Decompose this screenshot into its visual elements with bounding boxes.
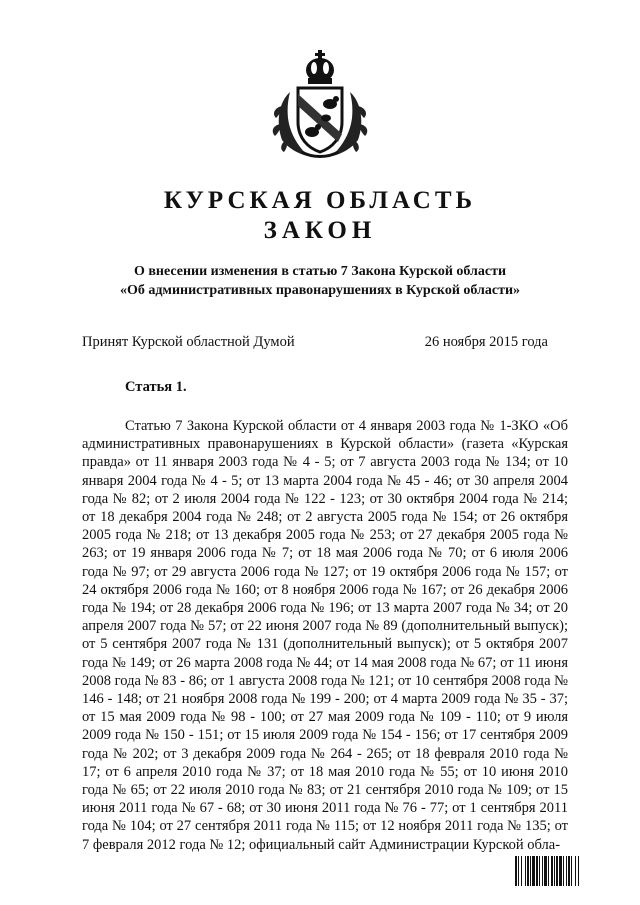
barcode-icon — [515, 856, 613, 886]
law-subject-line: О внесении изменения в статью 7 Закона Курской области — [133, 264, 507, 279]
article-body: Статью 7 Закона Курской области от 4 января 2003 года № 1-ЗКО «Об административных правонарушениях в Курской области» (газета «Курская правда» от 11 января 2003 года № 4 - 5; от 7 августа 2003 года № 134; от 10 января 2004 года № 4 - 5; от 13 марта 2004 года № 45 - 46; от 30 апреля 2004 года № 82; от 2 июля 2004 года № 122 - 123; от 30 октября 2004 года № 214; от 18 декабря 2004 года № 248; от 2 августа 2005 года № 154; от 26 октября 2005 года № 218; от 13 декабря 2005 года № 253; от 27 декабря 2005 года № 263; от 19 января 2006 года № 7; от 18 мая 2006 года № 70; от 6 июля 2006 года № 97; от 29 августа 2006 года № 127; от 19 октября 2006 года № 157; от 24 октября 2006 года № 160; от 8 ноября 2006 года № 167; от 26 декабря 2006 года № 194; от 28 декабря 2006 года № 196; от 13 марта 2007 года № 34; от 20 апреля 2007 года № 57; от 22 июня 2007 года № 89 (дополнительный выпуск); от 5 сентября 2007 года № 131 (дополнительный выпуск); от 5 октября 2007 года № 149; от 26 марта 2008 года № 44; от 14 мая 2008 года № 67; от 11 июня 2008 года № 83 - 86; от 1 августа 2008 года № 121; от 10 сентября 2008 года № 146 - 148; от 21 ноября 2008 года № 199 - 200; от 4 марта 2009 года № 35 - 37; от 15 мая 2009 года № 98 - 100; от 27 мая 2009 года № 109 - 110; от 9 июля 2009 года № 150 - 151; от 15 июля 2009 года № 154 - 156; от 17 сентября 2009 года № 202; от 3 декабря 2009 года № 264 - 265; от 18 февраля 2010 года № 17; от 6 апреля 2010 года № 37; от 18 мая 2010 года № 55; от 10 июня 2010 года № 65; от 22 июля 2010 года № 83; от 21 сентября 2010 года № 109; от 15 июня 2011 года № 67 - 68; от 30 июня 2011 года № 76 - 77; от 1 сентября 2011 года № 104; от 27 сентября 2011 года № 115; от 12 ноября 2011 года № 135; от 7 февраля 2012 года № 12; официальный сайт Администрации Курской обла- — [82, 418, 568, 853]
adopted-date: 26 ноября 2015 года — [424, 334, 548, 350]
region-title: КУРСКАЯ ОБЛАСТЬ — [163, 187, 477, 214]
law-subject-line: «Об административных правонарушениях в Курской области» — [119, 283, 521, 298]
coat-of-arms-icon — [268, 48, 372, 160]
law-title: ЗАКОН — [263, 217, 377, 244]
adopted-by: Принят Курской областной Думой — [82, 334, 295, 350]
article-heading: Статья 1. — [125, 379, 187, 395]
law-subject — [60, 262, 580, 300]
